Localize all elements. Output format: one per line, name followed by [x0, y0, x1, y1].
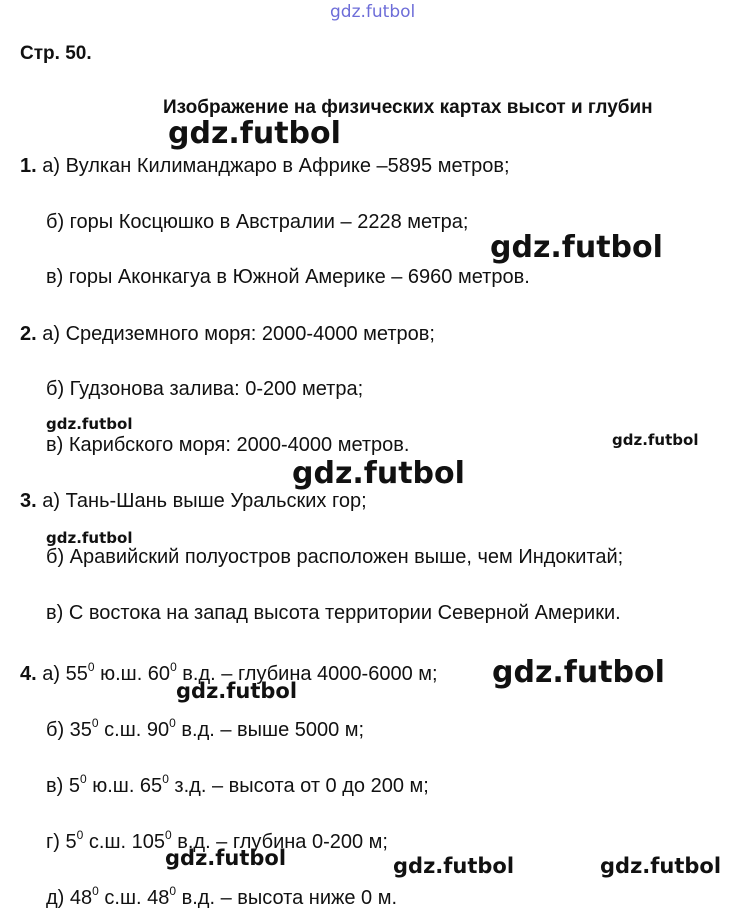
- watermark: gdz.futbol: [165, 846, 287, 870]
- watermark: gdz.futbol: [168, 116, 341, 151]
- degree-sign: 0: [170, 660, 177, 674]
- degree-sign: 0: [91, 716, 99, 730]
- watermark: gdz.futbol: [492, 655, 665, 690]
- q3-number: 3.: [20, 490, 37, 512]
- q3-a: [20, 490, 367, 513]
- watermark: gdz.futbol: [490, 230, 663, 265]
- watermark: gdz.futbol: [393, 854, 515, 878]
- q4-a-prefix: а) 55: [42, 663, 88, 685]
- degree-sign: 0: [164, 828, 172, 842]
- watermark: gdz.futbol: [176, 679, 298, 703]
- q4-e: [46, 884, 397, 910]
- degree-sign: 0: [79, 772, 87, 786]
- degree-sign: 0: [87, 660, 95, 674]
- q4-e-prefix: д) 48: [46, 887, 93, 909]
- q1-answer-c: в) горы Аконкагуа в Южной Америке – 6960 метров.: [46, 266, 530, 288]
- q4-d-mid: с.ш. 105: [83, 831, 165, 853]
- q2-answer-c: в) Карибского моря: 2000-4000 метров.: [46, 434, 410, 456]
- q4-e-mid: с.ш. 48: [98, 887, 170, 909]
- q3-answer-c: в) С востока на запад высота территории Северной Америки.: [46, 602, 621, 624]
- watermark: gdz.futbol: [46, 529, 133, 547]
- q4-d-suffix: в.д. – глубина 0-200 м;: [171, 831, 388, 853]
- degree-sign: 0: [92, 884, 99, 898]
- degree-sign: 0: [162, 772, 169, 786]
- watermark: gdz.futbol: [612, 431, 699, 449]
- q3-answer-a: а) Тань-Шань выше Уральских гор;: [42, 490, 367, 512]
- q4-a-mid: ю.ш. 60: [94, 663, 171, 685]
- q4-c: [46, 772, 429, 798]
- q1-answer-b: б) горы Косцюшко в Австралии – 2228 метра;: [46, 211, 469, 233]
- q4-c-mid: ю.ш. 65: [86, 775, 163, 797]
- q4-c-suffix: з.д. – высота от 0 до 200 м;: [168, 775, 429, 797]
- q2-a: [20, 323, 435, 346]
- q1-number: 1.: [20, 155, 37, 177]
- degree-sign: 0: [76, 828, 84, 842]
- q1-answer-a: а) Вулкан Килиманджаро в Африке –5895 метров;: [42, 155, 510, 177]
- q4-b-suffix: в.д. – выше 5000 м;: [175, 719, 365, 741]
- q3-answer-b: б) Аравийский полуостров расположен выше, чем Индокитай;: [46, 546, 624, 568]
- q4-number: 4.: [20, 663, 37, 685]
- watermark: gdz.futbol: [46, 415, 133, 433]
- watermark: gdz.futbol: [292, 456, 465, 491]
- section-heading: Изображение на физических картах высот и глубин: [163, 97, 653, 118]
- degree-sign: 0: [169, 716, 176, 730]
- q4-b: [46, 716, 364, 742]
- q2-answer-b: б) Гудзонова залива: 0-200 метра;: [46, 378, 364, 400]
- q4-b-mid: с.ш. 90: [98, 719, 170, 741]
- q4-e-suffix: в.д. – высота ниже 0 м.: [176, 887, 398, 909]
- q4-c-prefix: в) 5: [46, 775, 80, 797]
- q2-answer-a: а) Средиземного моря: 2000-4000 метров;: [42, 323, 435, 345]
- q4-b-prefix: б) 35: [46, 719, 92, 741]
- q2-number: 2.: [20, 323, 37, 345]
- page-label: Стр. 50.: [20, 43, 92, 64]
- watermark-top[interactable]: gdz.futbol: [330, 2, 416, 22]
- q4-a-suffix: в.д. – глубина 4000-6000 м;: [176, 663, 438, 685]
- degree-sign: 0: [169, 884, 177, 898]
- watermark: gdz.futbol: [600, 854, 722, 878]
- q4-d-prefix: г) 5: [46, 831, 77, 853]
- q1-a: [20, 155, 510, 178]
